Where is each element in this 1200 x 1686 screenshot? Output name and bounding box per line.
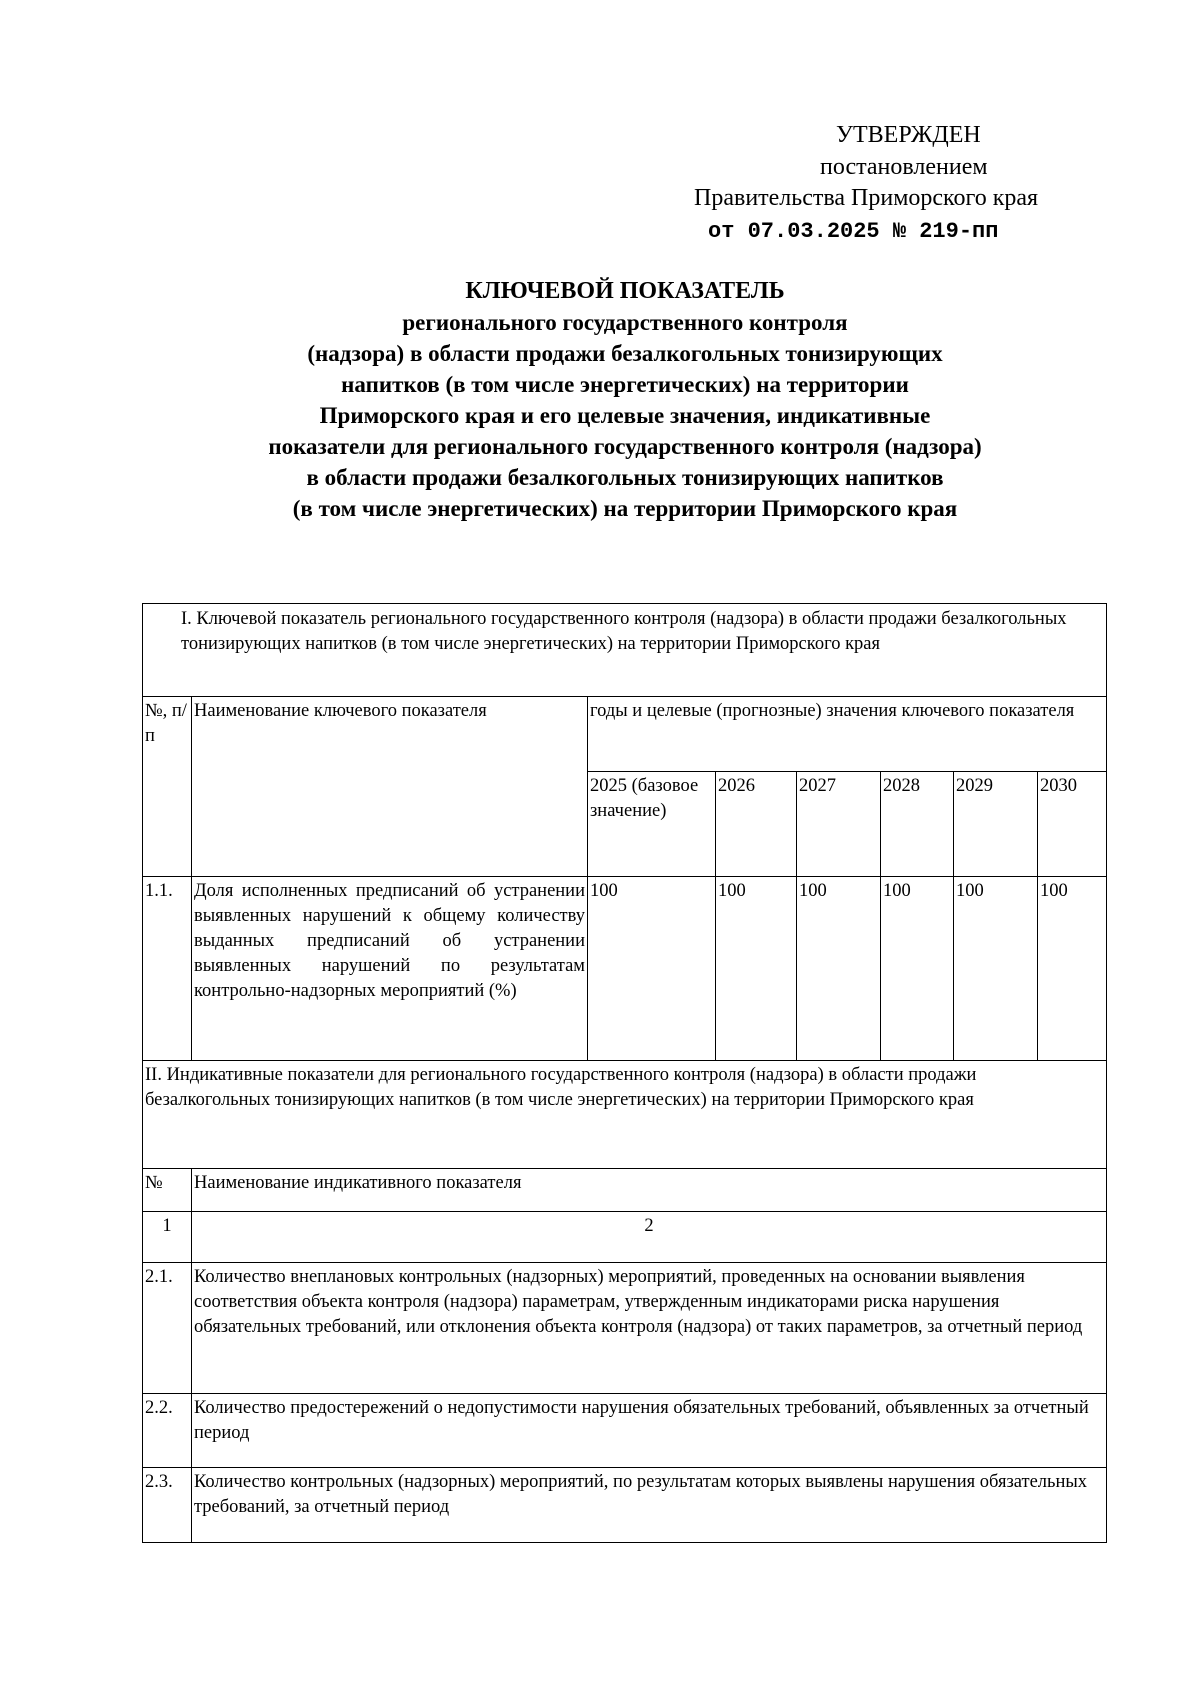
target-value: 100 xyxy=(716,877,797,1061)
header-year: 2025 (базовое значение) xyxy=(588,772,716,877)
title-line: (в том числе энергетических) на территории Приморского края xyxy=(292,496,958,521)
title-line: (надзора) в области продажи безалкогольных тонизирующих xyxy=(307,341,943,366)
section-1-heading: I. Ключевой показатель регионального государственного контроля (надзора) в области продажи безалкогольных тонизирующих напитков (в том числе энергетических) на территории Приморского края xyxy=(143,604,1107,697)
header-number: № xyxy=(143,1169,192,1212)
column-index: 1 xyxy=(143,1212,192,1263)
indicator-name: Количество контрольных (надзорных) мероприятий, по результатам которых выявлены нарушения обязательных требований, за отчетный период xyxy=(192,1468,1107,1543)
document-title xyxy=(140,276,1110,524)
row-number: 2.2. xyxy=(143,1394,192,1468)
header-year: 2029 xyxy=(954,772,1038,877)
approval-date-number: от 07.03.2025 № 219-пп xyxy=(708,219,999,244)
title-line: Приморского края и его целевые значения, индикативные xyxy=(319,403,931,428)
target-value: 100 xyxy=(954,877,1038,1061)
header-indicative-name: Наименование индикативного показателя xyxy=(192,1169,1107,1212)
indicator-name: Количество внеплановых контрольных (надзорных) мероприятий, проведенных на основании выявления соответствия объекта контроля (надзора) параметрам, утвержденным индикаторами риска нарушения обязательных требований, или отклонения объекта контроля (надзора) от таких параметров, за отчетный период xyxy=(192,1263,1107,1394)
section-2-heading: II. Индикативные показатели для регионального государственного контроля (надзора) в области продажи безалкогольных тонизирующих напитков (в том числе энергетических) на территории Приморского края xyxy=(143,1061,1107,1169)
title-line: показатели для регионального государственного контроля (надзора) xyxy=(268,434,982,459)
table-row xyxy=(143,1468,1107,1543)
target-value: 100 xyxy=(881,877,954,1061)
header-year: 2028 xyxy=(881,772,954,877)
indicators-table xyxy=(142,603,1107,1543)
target-value: 100 xyxy=(588,877,716,1061)
table-row xyxy=(143,1394,1107,1468)
header-year: 2027 xyxy=(797,772,881,877)
header-number: №, п/п xyxy=(143,697,192,877)
table-row xyxy=(143,877,1107,1061)
title-line: напитков (в том числе энергетических) на территории xyxy=(341,372,909,397)
row-number: 2.3. xyxy=(143,1468,192,1543)
header-key-indicator-name: Наименование ключевого показателя xyxy=(192,697,588,877)
approval-heading: УТВЕРЖДЕН xyxy=(836,122,981,148)
column-index: 2 xyxy=(192,1212,1107,1263)
title-main: КЛЮЧЕВОЙ ПОКАЗАТЕЛЬ xyxy=(465,278,785,304)
header-years: годы и целевые (прогнозные) значения ключевого показателя xyxy=(588,697,1107,772)
target-value: 100 xyxy=(797,877,881,1061)
approval-line: постановлением xyxy=(820,154,988,180)
target-value: 100 xyxy=(1038,877,1107,1061)
title-line: в области продажи безалкогольных тонизирующих напитков xyxy=(306,465,944,490)
approval-authority: Правительства Приморского края xyxy=(694,185,1039,211)
row-number: 2.1. xyxy=(143,1263,192,1394)
row-number: 1.1. xyxy=(143,877,192,1061)
header-year: 2026 xyxy=(716,772,797,877)
indicator-name: Количество предостережений о недопустимости нарушения обязательных требований, объявленных за отчетный период xyxy=(192,1394,1107,1468)
table-row xyxy=(143,1263,1107,1394)
header-year: 2030 xyxy=(1038,772,1107,877)
key-indicator-name: Доля исполненных предписаний об устранении выявленных нарушений к общему количеству выданных предписаний об устранении выявленных нарушений по результатам контрольно-надзорных мероприятий (%) xyxy=(192,877,588,1061)
title-line: регионального государственного контроля xyxy=(402,310,848,335)
